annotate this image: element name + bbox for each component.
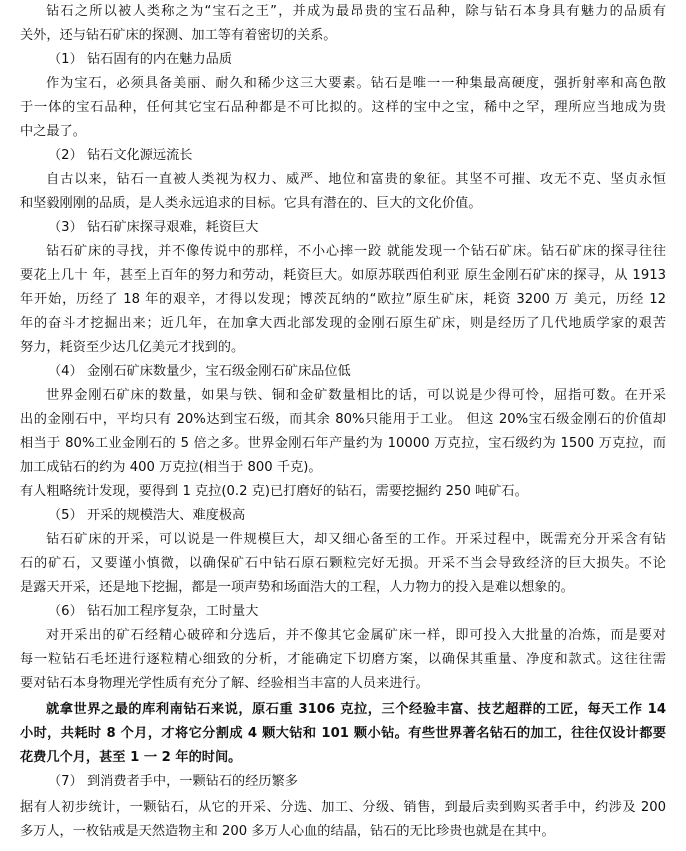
paragraph-line: 出的金刚石中，平均只有 20%达到宝石级，而其余 80%只能用于工业。 但这 20%宝石级金刚石的价值却: [20, 412, 666, 427]
section-heading-7: （7） 到消费者手中，一颗钻石的经历繁多: [48, 774, 298, 789]
paragraph-line: 钻石矿床的开采，可以说是一件规模巨大，却又细心备至的工作。开采过程中，既需充分开采含有钻: [46, 532, 666, 547]
section-heading-3: （3） 钻石矿床探寻艰难，耗资巨大: [48, 220, 259, 235]
paragraph-line: 年的奋斗才挖掘出来；近几年，在加拿大西北部发现的金刚石原生矿床，则是经历了几代地质学家的艰苦: [20, 316, 666, 331]
bold-paragraph-line: 花费几个月，甚至 1 一 2 年的时间。: [20, 750, 242, 765]
paragraph-line: 每一粒钻石毛坯进行逐粒精心细致的分析，才能确定下切磨方案，以确保其重量、净度和款式。这往往需: [20, 652, 666, 667]
paragraph-line: 要花上几十 年，甚至上百年的努力和劳动，耗资巨大。如原苏联西伯利亚 原生金刚石矿床的探寻，从 1913: [20, 268, 666, 283]
bold-paragraph-line: 小时，共耗时 8 个月，才将它分割成 4 颗大钻和 101 颗小钻。有些世界著名钻石的加工，往往仅设计都要: [20, 726, 666, 741]
paragraph-line: 关外，还与钻石矿床的探测、加工等有着密切的关系。: [20, 28, 337, 43]
section-heading-5: （5） 开采的规模浩大、难度极高: [48, 508, 246, 523]
section-heading-6: （6） 钻石加工程序复杂，工时量大: [48, 604, 259, 619]
section-heading-1: （1） 钻石固有的内在魅力品质: [48, 52, 233, 67]
paragraph-line: 钻石矿床的寻找，并不像传说中的那样，不小心摔一跤 就能发现一个钻石矿床。钻石矿床的探寻往往: [46, 244, 666, 259]
section-heading-4: （4） 金刚石矿床数量少，宝石级金刚石矿床品位低: [48, 364, 351, 379]
paragraph-line: 世界金刚石矿床的数量，如果与铁、铜和金矿数量相比的话，可以说是少得可怜，屈指可数。在开采: [46, 388, 666, 403]
section-heading-2: （2） 钻石文化源远流长: [48, 148, 193, 163]
paragraph-line: 作为宝石，必须具备美丽、耐久和稀少这三大要素。钻石是唯一一种集最高硬度，强折射率和高色散: [46, 76, 666, 91]
paragraph-line: 钻石之所以被人类称之为“宝石之王”，并成为最昂贵的宝石品种，除与钻石本身具有魅力的品质有: [46, 4, 666, 19]
paragraph-line: 据有人初步统计，一颗钻石，从它的开采、分选、加工、分级、销售，到最后卖到购买者手中，约涉及 200: [20, 800, 666, 815]
paragraph-line: 对开采出的矿石经精心破碎和分选后，并不像其它金属矿床一样，即可投入大批量的冶炼，而是要对: [46, 628, 666, 643]
paragraph-line: 要对钻石本身物理光学性质有充分了解、经验相当丰富的人员来进行。: [20, 676, 429, 691]
bold-paragraph-line: 就拿世界之最的库利南钻石来说，原石重 3106 克拉，三个经验丰富、技艺超群的工匠，每天工作 14: [46, 702, 666, 717]
paragraph-line: 自古以来，钻石一直被人类视为权力、威严、地位和富贵的象征。其坚不可摧、攻无不克、坚贞永恒: [46, 172, 666, 187]
paragraph-line: 加工成钻石的约为 400 万克拉(相当于 800 千克)。: [20, 460, 322, 475]
paragraph-line: 是露天开采，还是地下挖掘，都是一项声势和场面浩大的工程，人力物力的投入是难以想象的。: [20, 580, 574, 595]
paragraph-line: 多万人，一枚钻戒是天然造物主和 200 多万人心血的结晶，钻石的无比珍贵也就是在其中。: [20, 824, 555, 839]
paragraph-line: 相当于 80%工业金刚石的 5 倍之多。世界金刚石年产量约为 10000 万克拉，宝石级约为 1500 万克拉，而: [20, 436, 666, 451]
paragraph-line: 努力，耗资至少达几亿美元才找到的。: [20, 340, 245, 355]
paragraph-line: 中之最了。: [20, 124, 86, 139]
paragraph-line: 于一体的宝石品种，任何其它宝石品种都是不可比拟的。这样的宝中之宝，稀中之罕，理所应当地成为贵: [20, 100, 666, 115]
paragraph-line: 年开始，历经了 18 年的艰辛，才得以发现；博茨瓦纳的“欧拉”原生矿床，耗资 3200 万 美元，历经 12: [20, 292, 666, 307]
paragraph-line: 和坚毅刚刚的品质，是人类永远追求的目标。它具有潜在的、巨大的文化价值。: [20, 196, 482, 211]
paragraph-line: 石的矿石，又要谨小慎微，以确保矿石中钻石原石颗粒完好无损。开采不当会导致经济的巨大损失。不论: [20, 556, 666, 571]
paragraph-line: 有人粗略统计发现，要得到 1 克拉(0.2 克)已打磨好的钻石，需要挖掘约 250 吨矿石。: [20, 484, 528, 499]
